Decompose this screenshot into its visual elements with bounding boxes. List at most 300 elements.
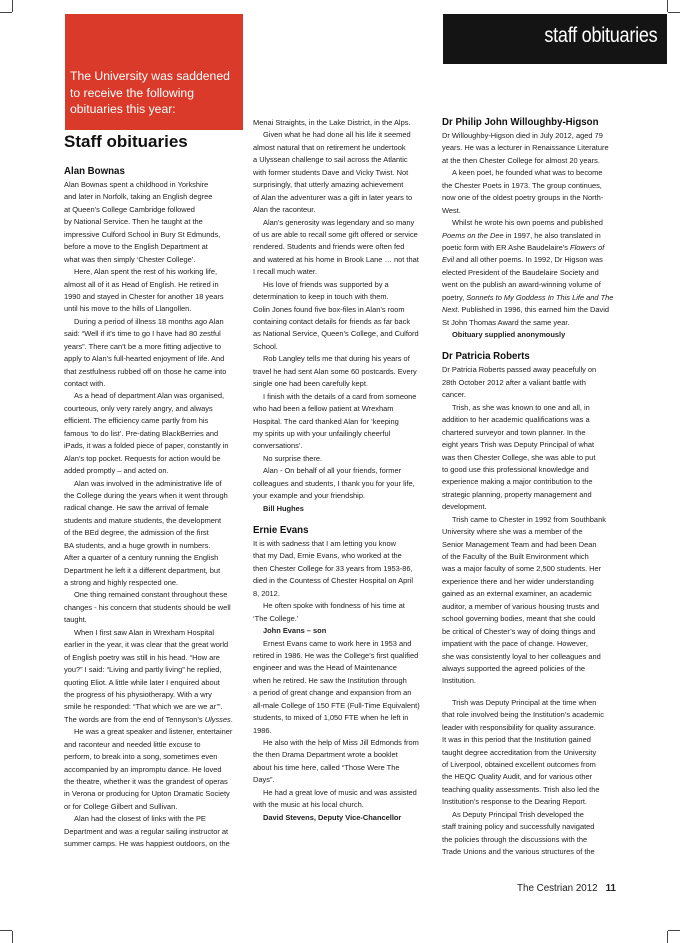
text-line	[253, 403, 431, 415]
line-text: years. He was a lecturer in Renaissance Literature	[442, 143, 609, 153]
text-line	[253, 440, 431, 452]
line-text: containing contact details for friends as far back	[253, 317, 411, 326]
text-line	[64, 453, 242, 465]
line-text: School.	[253, 341, 278, 351]
line-text: your example and your friendship.	[253, 491, 366, 501]
text-line	[442, 192, 620, 204]
text-line	[64, 390, 242, 402]
line-text: chartered surveyor and town planner. In the	[442, 427, 586, 437]
text-line	[253, 662, 431, 674]
text-line	[64, 316, 242, 328]
text-line	[253, 416, 431, 428]
text-line	[442, 130, 620, 142]
text-line	[64, 179, 242, 191]
page-footer	[517, 883, 616, 894]
text-line	[64, 714, 242, 726]
text-line	[64, 589, 242, 601]
text-line	[442, 846, 620, 858]
line-text: David Stevens, Deputy Vice-Chancellor	[263, 812, 402, 822]
text-line	[64, 627, 242, 639]
line-text: by National Service. Then he taught at the	[64, 217, 203, 227]
text-line	[253, 154, 431, 166]
text-line	[253, 613, 431, 625]
text-line	[442, 452, 620, 464]
line-text: The words are from the end of Tennyson’s	[64, 714, 205, 724]
line-text: of the Faculty of the Built Environment which	[442, 552, 589, 561]
line-text: said: “Well if it’s time to go I have had 80 zestful	[64, 329, 221, 339]
text-line	[253, 366, 431, 378]
text-line	[253, 725, 431, 737]
text-line	[253, 588, 431, 600]
line-text: in Verona or producing for Upton Dramatic Society	[64, 789, 230, 799]
text-line	[64, 838, 242, 850]
line-text: famous ‘to do list’. Pre-dating BlackBerries and	[64, 428, 219, 438]
text-line	[442, 526, 620, 538]
line-text: before a move to the English Department at	[64, 242, 208, 252]
text-column-3	[442, 116, 620, 859]
line-text: poetic form with ER Ashe Baudelaire’s	[442, 242, 571, 252]
line-text: with the music at his local church.	[253, 800, 364, 810]
text-line	[253, 700, 431, 712]
line-text: that role involved being the Institution’s academic	[442, 710, 604, 720]
text-line	[253, 254, 431, 266]
text-line	[442, 489, 620, 501]
line-text: now one of the oldest poetry groups in the North-	[442, 193, 604, 203]
text-line	[253, 304, 431, 316]
text-line	[442, 563, 620, 575]
line-text: was then Chester College, she was able to put	[442, 452, 596, 462]
line-text: engineer and was the Head of Maintenance	[253, 663, 397, 673]
text-line	[442, 601, 620, 613]
line-text: what was then simply ‘Chester College’.	[64, 254, 196, 264]
text-line	[64, 788, 242, 800]
text-line	[253, 279, 431, 291]
text-line	[253, 774, 431, 786]
text-line	[442, 734, 620, 746]
publication-name: The Cestrian 2012	[517, 883, 598, 894]
line-text: Dr Willoughby-Higson died in July 2012, aged 79	[442, 131, 603, 140]
text-line	[253, 550, 431, 562]
line-text: colleagues and students, I thank you for your life,	[253, 478, 415, 488]
line-text: experience there and her wider understanding	[442, 576, 594, 586]
line-text: Hospital. The card thanked Alan for ‘keeping	[253, 416, 399, 426]
text-line	[64, 254, 242, 266]
obituary-signature	[253, 812, 431, 824]
text-line	[442, 709, 620, 721]
line-text: impressive Culford School in Bury St Edmunds,	[64, 229, 221, 239]
line-text: experience making a major contribution to the	[442, 477, 593, 487]
text-line	[442, 722, 620, 734]
line-text: quoting Eliot. A little while later I enquired about	[64, 677, 220, 687]
line-text: surprisingly, that utterly amazing achievement	[253, 180, 404, 190]
italic-title: Next	[442, 305, 458, 315]
line-text: as National Service, Queen’s College, and Culford	[253, 329, 419, 339]
text-line	[442, 809, 620, 821]
text-line	[442, 697, 620, 709]
text-line	[64, 353, 242, 365]
section-gap	[442, 341, 620, 350]
text-line	[64, 776, 242, 788]
line-text: the College during the years when it went through	[64, 490, 228, 500]
line-text: years”. There can’t be a more fitting adjective to	[64, 341, 221, 351]
text-line	[64, 652, 242, 664]
line-text: smile he responded: “That which we are we ar’”.	[64, 702, 223, 712]
text-line	[442, 427, 620, 439]
text-line	[442, 230, 620, 242]
text-line	[442, 501, 620, 513]
line-text: West.	[442, 205, 461, 215]
line-text: of English poetry was still in his head. “How are	[64, 652, 220, 662]
text-line	[253, 575, 431, 587]
line-text: a strong and highly respected one.	[64, 578, 179, 587]
line-text: gained as an external examiner, an academic	[442, 589, 592, 599]
line-text: St John Thomas Award the same year.	[442, 317, 570, 327]
line-text: leader with responsibility for quality assurance.	[442, 722, 596, 732]
text-line	[442, 217, 620, 229]
text-line	[64, 764, 242, 776]
text-line	[64, 751, 242, 763]
obituary-signature	[253, 625, 431, 637]
text-line	[253, 217, 431, 229]
text-line	[253, 600, 431, 612]
italic-title: Evil	[442, 255, 454, 265]
text-line	[442, 514, 620, 526]
text-line	[442, 759, 620, 771]
text-line	[442, 576, 620, 588]
line-text: 1990 and stayed in Chester for another 18 years	[64, 291, 224, 301]
text-line	[64, 565, 242, 577]
text-line	[442, 414, 620, 426]
line-text: when he retired. He saw the Institution through	[253, 675, 407, 685]
line-text: Senior Management Team and had been Dean	[442, 539, 597, 549]
line-text: Alan - On behalf of all your friends, former	[263, 466, 402, 476]
text-line	[253, 762, 431, 774]
line-text: who had been a fellow patient at Wrexham	[253, 404, 394, 414]
text-line	[64, 490, 242, 502]
text-line	[442, 651, 620, 663]
text-line	[64, 415, 242, 427]
text-line	[253, 204, 431, 216]
text-line	[442, 242, 620, 254]
text-line	[253, 787, 431, 799]
italic-title: Poems on the Dee	[442, 230, 504, 240]
text-line	[442, 834, 620, 846]
text-line	[64, 602, 242, 614]
line-text: iPads, it was a folded piece of paper, constantly in	[64, 441, 229, 451]
line-text: went on the publish an award-winning volume of	[442, 280, 601, 290]
text-line	[442, 638, 620, 650]
line-text: changes - his concern that students should be well	[64, 602, 231, 612]
text-line	[64, 378, 242, 390]
line-text: 1986.	[253, 725, 272, 735]
text-line	[442, 771, 620, 783]
line-text: He had a great love of music and was assisted	[263, 787, 417, 797]
text-line	[253, 142, 431, 154]
line-text: Here, Alan spent the rest of his working life,	[74, 267, 218, 277]
line-text: radical change. He saw the arrival of female	[64, 503, 209, 513]
line-text: determination to keep in touch with them.	[253, 292, 389, 302]
text-line	[442, 588, 620, 600]
line-text: Trish was Deputy Principal at the time when	[452, 697, 597, 707]
obituary-heading	[253, 524, 431, 538]
obituary-signature	[253, 503, 431, 515]
obituary-heading	[64, 165, 242, 179]
line-text: Alan was involved in the administrative life of	[74, 478, 222, 488]
line-text: the HEQC Quality Audit, and for various other	[442, 772, 593, 782]
text-line	[442, 377, 620, 389]
text-line	[64, 291, 242, 303]
text-line	[442, 626, 620, 638]
line-text: of Liverpool, obtained excellent outcomes from	[442, 760, 596, 769]
line-text: I recall much water.	[253, 267, 318, 277]
line-text: Whilst he wrote his own poems and published	[452, 218, 603, 228]
line-text: earlier in the year, it was clear that the great world	[64, 640, 229, 650]
line-text: Rob Langley tells me that during his years of	[263, 354, 410, 364]
line-text: the then Drama Department wrote a booklet	[253, 750, 398, 760]
line-text: I finish with the details of a card from someone	[263, 391, 417, 401]
line-text: Ernest Evans came to work here in 1953 and	[263, 638, 412, 648]
section-gap	[442, 688, 620, 697]
text-line	[64, 191, 242, 203]
line-text: she was consistently loyal to her colleagues and	[442, 651, 601, 661]
line-text: travel he had sent Alan some 60 postcards. Every	[253, 366, 417, 376]
line-text: A keen poet, he founded what was to become	[452, 168, 603, 178]
line-text: BA students, and a huge growth in numbers.	[64, 540, 211, 550]
text-line	[253, 478, 431, 490]
text-line	[442, 142, 620, 154]
text-line	[253, 687, 431, 699]
text-line	[253, 241, 431, 253]
text-line	[64, 440, 242, 452]
line-text: 28th October 2012 after a valiant battle with	[442, 377, 586, 387]
text-line	[64, 540, 242, 552]
line-text: He often spoke with fondness of his time at	[263, 601, 405, 611]
text-line	[253, 453, 431, 465]
text-line	[442, 205, 620, 217]
text-line	[442, 784, 620, 796]
line-text: Alan Bownas spent a childhood in Yorkshire	[64, 180, 209, 189]
line-text: Alan the raconteur.	[253, 205, 316, 215]
line-text: staff training policy and successfully navigated	[442, 822, 595, 832]
text-line	[253, 638, 431, 650]
text-line	[64, 502, 242, 514]
line-text: summer camps. He was happiest outdoors, on the	[64, 839, 230, 849]
line-text: and all other poems. In 1992, Dr Higson was	[453, 255, 603, 265]
line-text: Bill Hughes	[263, 503, 304, 513]
line-text: No surprise there.	[263, 453, 323, 463]
text-line	[253, 328, 431, 340]
text-line	[64, 216, 242, 228]
line-text: my spirits up with your unfailingly cheerful	[253, 428, 391, 438]
text-line	[442, 317, 620, 329]
text-line	[64, 739, 242, 751]
text-line	[64, 664, 242, 676]
line-text: of the BEd degree, the admission of the first	[64, 528, 209, 538]
line-text: or for College Gilbert and Sullivan.	[64, 801, 178, 811]
text-line	[253, 737, 431, 749]
text-line	[64, 428, 242, 440]
line-text: Days”.	[253, 775, 275, 785]
line-text: Colin Jones found five box-files in Alan’s room	[253, 304, 405, 314]
line-text: with former students Dave and Vicky Twist. Not	[253, 167, 409, 177]
line-text: Trish, as she was known to one and all, in	[452, 402, 590, 412]
line-text: that zestfulness rubbed off on those he came into	[64, 366, 227, 376]
line-text: cancer.	[442, 390, 466, 400]
text-line	[442, 675, 620, 687]
text-line	[253, 192, 431, 204]
line-text: almost natural that on retirement he undertook	[253, 142, 406, 152]
page-number: 11	[605, 883, 616, 894]
line-text: efficient. The efficiency came partly from his	[64, 416, 209, 426]
line-text: Dr Patricia Roberts	[442, 351, 530, 363]
text-line	[64, 527, 242, 539]
line-text: poetry,	[442, 292, 467, 302]
line-text: His love of friends was supported by a	[263, 279, 389, 289]
line-text: Dr Philip John Willoughby-Higson	[442, 117, 599, 128]
section-title: staff obituaries	[543, 24, 657, 47]
line-text: courteous, only very rarely angry, and always	[64, 403, 213, 413]
line-text: always supported the agreed policies of the	[442, 663, 586, 673]
text-line	[253, 341, 431, 353]
text-line	[64, 478, 242, 490]
line-text: Alan had the closest of links with the PE	[74, 814, 206, 824]
text-line	[64, 341, 242, 353]
text-line	[64, 366, 242, 378]
text-line	[64, 465, 242, 477]
line-text: then Chester College for 33 years from 1953-86,	[253, 563, 413, 573]
line-text: students, to mixed of 1,050 FTE when he left in	[253, 713, 409, 723]
text-line	[442, 476, 620, 488]
text-line	[442, 464, 620, 476]
obituary-heading	[442, 116, 620, 130]
line-text: rendered. Students and friends were often fed	[253, 242, 405, 252]
text-line	[442, 389, 620, 401]
line-text: students and mature students, the development	[64, 515, 222, 525]
text-line	[442, 167, 620, 179]
line-text: Trish came to Chester in 1992 from Southbank	[452, 514, 606, 524]
text-line	[442, 821, 620, 833]
text-line	[442, 539, 620, 551]
text-line	[253, 179, 431, 191]
text-line	[64, 328, 242, 340]
line-text: until his move to the hills of Llangollen.	[64, 304, 192, 314]
line-text: He was a great speaker and listener, entertainer	[74, 727, 233, 737]
text-line	[64, 403, 242, 415]
line-text: John Evans – son	[263, 626, 327, 636]
text-line	[64, 826, 242, 838]
line-text: school governing bodies, meant that she could	[442, 614, 596, 624]
line-text: University where she was a member of the	[442, 527, 583, 537]
line-text: contact with.	[64, 379, 106, 388]
line-text: Ernie Evans	[253, 525, 309, 536]
line-text: Institution’s response to the Dearing Report.	[442, 797, 587, 807]
line-text: all-male College of 150 FTE (Full-Time Equivalent)	[253, 700, 420, 710]
line-text: Menai Straights, in the Lake District, in the Alps.	[253, 118, 411, 127]
line-text: As a head of department Alan was organised,	[74, 391, 225, 401]
text-line	[442, 267, 620, 279]
line-text: the theatre, whether it was the grandest of operas	[64, 777, 228, 786]
line-text: you?” I said: “Living and partly living” he replied,	[64, 665, 222, 675]
text-line	[253, 129, 431, 141]
text-line	[442, 279, 620, 291]
line-text: taught degree accreditation from the University	[442, 747, 597, 757]
text-line	[253, 428, 431, 440]
text-line	[442, 796, 620, 808]
text-line	[442, 663, 620, 675]
text-line	[64, 204, 242, 216]
line-text: Trade Unions and the various structures of the	[442, 847, 595, 857]
line-text: It was in this period that the Institution gained	[442, 735, 591, 745]
text-line	[442, 155, 620, 167]
line-text: at Queen’s College Cambridge followed	[64, 204, 195, 214]
text-line	[64, 241, 242, 253]
text-line	[64, 689, 242, 701]
text-column-2	[253, 117, 431, 824]
text-line	[442, 364, 620, 376]
text-line	[253, 378, 431, 390]
line-text: accompanied by an impromptu dance. He loved	[64, 764, 222, 774]
line-text: One thing remained constant throughout these	[74, 590, 228, 600]
line-text: Alan’s generosity was legendary and so many	[263, 217, 415, 227]
line-text: Department he left it a different department, but	[64, 565, 221, 575]
text-line	[253, 650, 431, 662]
text-line	[253, 712, 431, 724]
text-line	[253, 538, 431, 550]
line-text: taught.	[64, 615, 87, 625]
italic-title: Ulysses	[204, 714, 231, 724]
line-text: and later in Norfolk, taking an English degree	[64, 192, 213, 202]
text-line	[442, 613, 620, 625]
text-line	[253, 675, 431, 687]
italic-title: Sonnets to My Goddess In This Life and The	[466, 292, 614, 302]
line-text: Department and was a regular sailing instructor at	[64, 826, 229, 836]
line-text: the policies through the discussions with the	[442, 834, 588, 844]
line-text: impatient with the pace of change. However,	[442, 639, 588, 649]
line-text: at the then Chester College for almost 20 years.	[442, 155, 600, 165]
line-text: died in the Countess of Chester Hospital on April	[253, 576, 413, 586]
line-text: strategic planning, property management and	[442, 489, 592, 499]
text-line	[64, 677, 242, 689]
line-text: Dr Patricia Roberts passed away peacefully on	[442, 365, 597, 375]
line-text: and raconteur and needed little excuse to	[64, 739, 201, 749]
text-line	[442, 292, 620, 304]
line-text: .	[230, 714, 233, 724]
line-text: He also with the help of Miss Jill Edmonds from	[263, 738, 419, 747]
text-line	[64, 279, 242, 291]
line-text: added promptly – and acted on.	[64, 466, 169, 476]
text-line	[253, 391, 431, 403]
line-text: . Published in 1996, this earned him the David	[457, 305, 610, 315]
intro-text: The University was saddened to receive the following obituaries this year:	[70, 69, 230, 116]
line-text: and watered at his home in Brook Lane … not that	[253, 254, 419, 264]
text-line	[64, 639, 242, 651]
obituary-heading	[442, 350, 620, 364]
line-text: about his time here, called “Those Were The	[253, 762, 400, 772]
line-text: of Alan the adventurer was a gift in later years to	[253, 192, 413, 202]
line-text: auditor, a member of various housing trusts and	[442, 601, 600, 611]
text-line	[442, 180, 620, 192]
line-text: that my Dad, Ernie Evans, who worked at the	[253, 551, 402, 561]
line-text: Given what he had done all his life it seemed	[263, 130, 411, 140]
line-text: Institution.	[442, 676, 476, 686]
obituary-signature	[442, 329, 620, 341]
section-gap	[253, 515, 431, 524]
text-line	[64, 515, 242, 527]
text-line	[253, 316, 431, 328]
text-line	[442, 304, 620, 316]
text-line	[64, 266, 242, 278]
text-line	[253, 749, 431, 761]
